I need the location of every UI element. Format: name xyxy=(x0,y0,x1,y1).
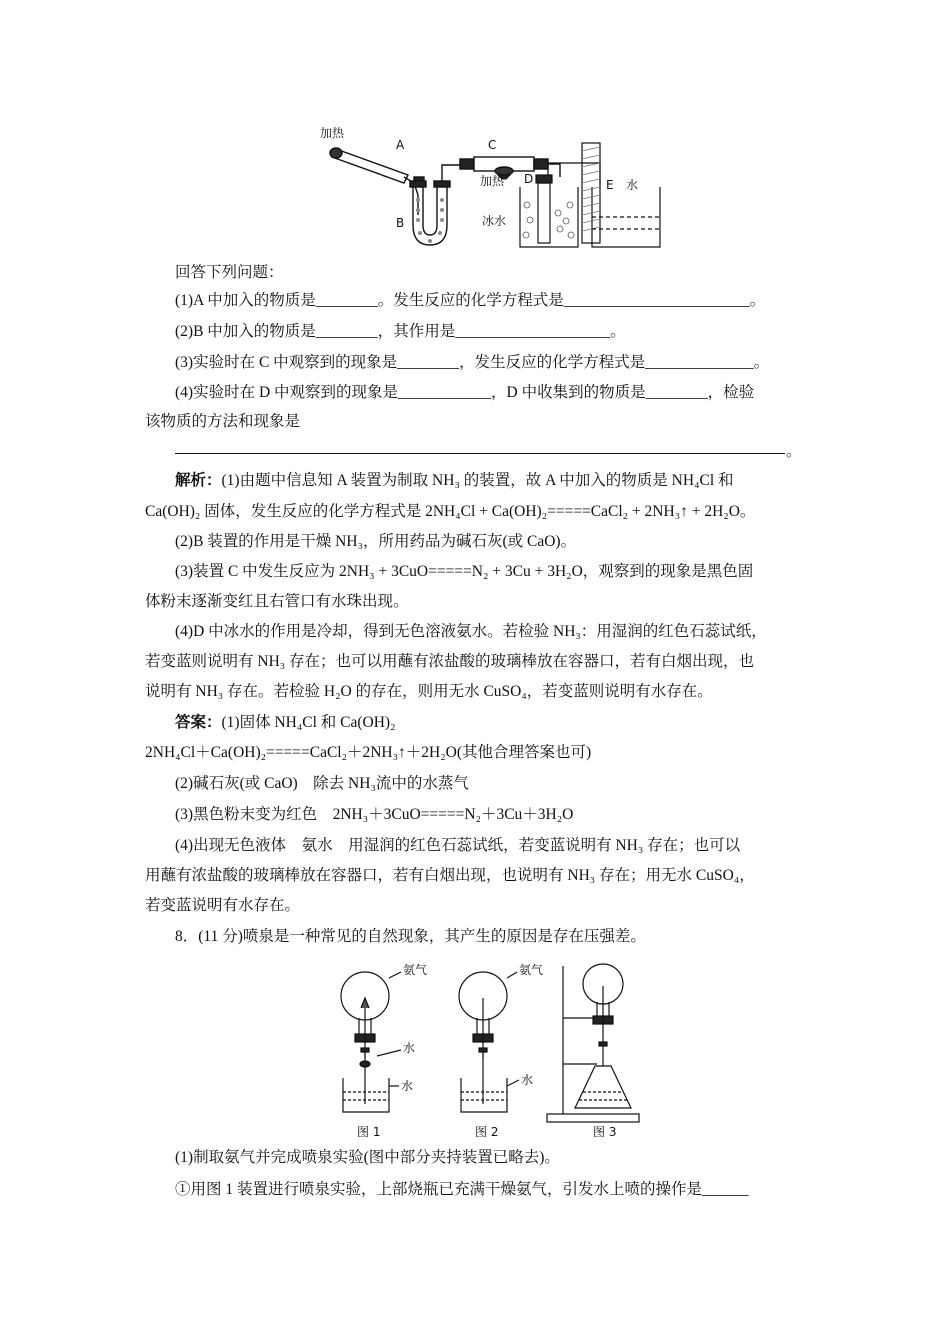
answer-2: (2)碱石灰(或 CaO) 除去 NH₃流中的水蒸气 xyxy=(175,775,469,792)
apparatus-figure xyxy=(320,125,670,255)
fountain-figure xyxy=(335,958,645,1138)
fountain-fig-3 xyxy=(547,964,639,1122)
label-water: 水 xyxy=(626,178,639,192)
question-3: (3)实验时在 C 中观察到的现象是________，发生反应的化学方程式是______________。 xyxy=(175,354,770,371)
analysis-para-4a: (4)D 中冰水的作用是冷却，得到无色溶液氨水。若检验 NH₃：用湿润的红色石蕊试纸， xyxy=(175,623,767,640)
question-8-sub-2: ①用图 1 装置进行喷泉实验，上部烧瓶已充满干燥氨气，引发水上喷的操作是______ xyxy=(175,1181,749,1198)
label-ammonia-1: 氨气 xyxy=(403,963,428,977)
label-ammonia-2: 氨气 xyxy=(519,963,544,977)
label-heat-c: 加热 xyxy=(480,174,505,188)
answer-title: 答案： xyxy=(175,714,222,731)
question-1: (1)A 中加入的物质是________。发生反应的化学方程式是________________________。 xyxy=(175,292,766,309)
analysis-para-4b: 若变蓝则说明有 NH₃ 存在；也可以用蘸有浓盐酸的玻璃棒放在容器口，若有白烟出现，也 xyxy=(145,653,755,670)
label-icewater: 冰水 xyxy=(482,214,507,228)
answer-4c: 若变蓝说明有水存在。 xyxy=(145,897,301,914)
caption-fig-2: 图 2 xyxy=(475,1125,499,1138)
caption-fig-3: 图 3 xyxy=(593,1125,617,1138)
question-4-end: 。 xyxy=(786,443,802,460)
answer-blank-line xyxy=(175,443,785,454)
label-water-1a: 水 xyxy=(403,1041,416,1055)
label-b: B xyxy=(396,216,405,230)
question-8-sub-1: (1)制取氨气并完成喷泉实验(图中部分夹持装置已略去)。 xyxy=(175,1149,560,1166)
question-8-title: 8．(11 分)喷泉是一种常见的自然现象，其产生的原因是存在压强差。 xyxy=(175,928,646,945)
analysis-para-3b: 体粉末逐渐变红且右管口有水珠出现。 xyxy=(145,593,409,610)
question-4a: (4)实验时在 D 中观察到的现象是____________，D 中收集到的物质是________，检验 xyxy=(175,384,755,401)
analysis-para-2: (2)B 装置的作用是干燥 NH₃，所用药品为碱石灰(或 CaO)。 xyxy=(175,533,577,550)
analysis-para-4c: 说明有 NH₃ 存在。若检验 H₂O 的存在，则用无水 CuSO₄，若变蓝则说明有水存在。 xyxy=(145,683,713,700)
tube-c xyxy=(460,157,560,177)
label-c: C xyxy=(488,138,497,152)
question-4b: 该物质的方法和现象是 xyxy=(145,413,301,430)
answer-4b: 用蘸有浓盐酸的玻璃棒放在容器口，若有白烟出现，也说明有 NH₃ 存在；用无水 CuSO₄， xyxy=(145,867,755,884)
fountain-fig-1 xyxy=(341,972,401,1112)
answer-1b: 2NH₄Cl＋Ca(OH)₂=====CaCl₂＋2NH₃↑＋2H₂O(其他合理答案也可) xyxy=(145,744,592,761)
analysis-para-1b: Ca(OH)₂ 固体，发生反应的化学方程式是 2NH₄Cl + Ca(OH)₂=====CaCl₂ + 2NH₃↑ + 2H₂O。 xyxy=(145,503,756,520)
label-water-1b: 水 xyxy=(401,1079,414,1093)
answer-1: 答案：(1)固体 NH₄Cl 和 Ca(OH)₂ xyxy=(175,714,396,731)
analysis-para-1a: 解析：(1)由题中信息知 A 装置为制取 NH₃ 的装置，故 A 中加入的物质是 NH₄Cl 和 xyxy=(175,472,734,489)
tube-e xyxy=(582,143,660,247)
label-e: E xyxy=(606,178,614,192)
answer-3: (3)黑色粉末变为红色 2NH₃＋3CuO=====N₂＋3Cu＋3H₂O xyxy=(175,806,574,823)
analysis-para-3a: (3)装置 C 中发生反应为 2NH₃ + 3CuO=====N₂ + 3Cu + 3H₂O，观察到的现象是黑色固 xyxy=(175,563,754,580)
question-2: (2)B 中加入的物质是________，其作用是____________________。 xyxy=(175,323,626,340)
label-a: A xyxy=(396,138,405,152)
fountain-fig-2 xyxy=(459,972,519,1112)
label-water-2: 水 xyxy=(521,1073,534,1087)
caption-fig-1: 图 1 xyxy=(357,1125,381,1138)
questions-intro: 回答下列问题： xyxy=(175,264,284,281)
analysis-title: 解析： xyxy=(175,472,222,489)
answer-4a: (4)出现无色液体 氨水 用湿润的红色石蕊试纸，若变蓝说明有 NH₃ 存在；也可以 xyxy=(175,837,741,854)
label-d: D xyxy=(524,172,534,186)
label-heat-a: 加热 xyxy=(320,126,345,140)
